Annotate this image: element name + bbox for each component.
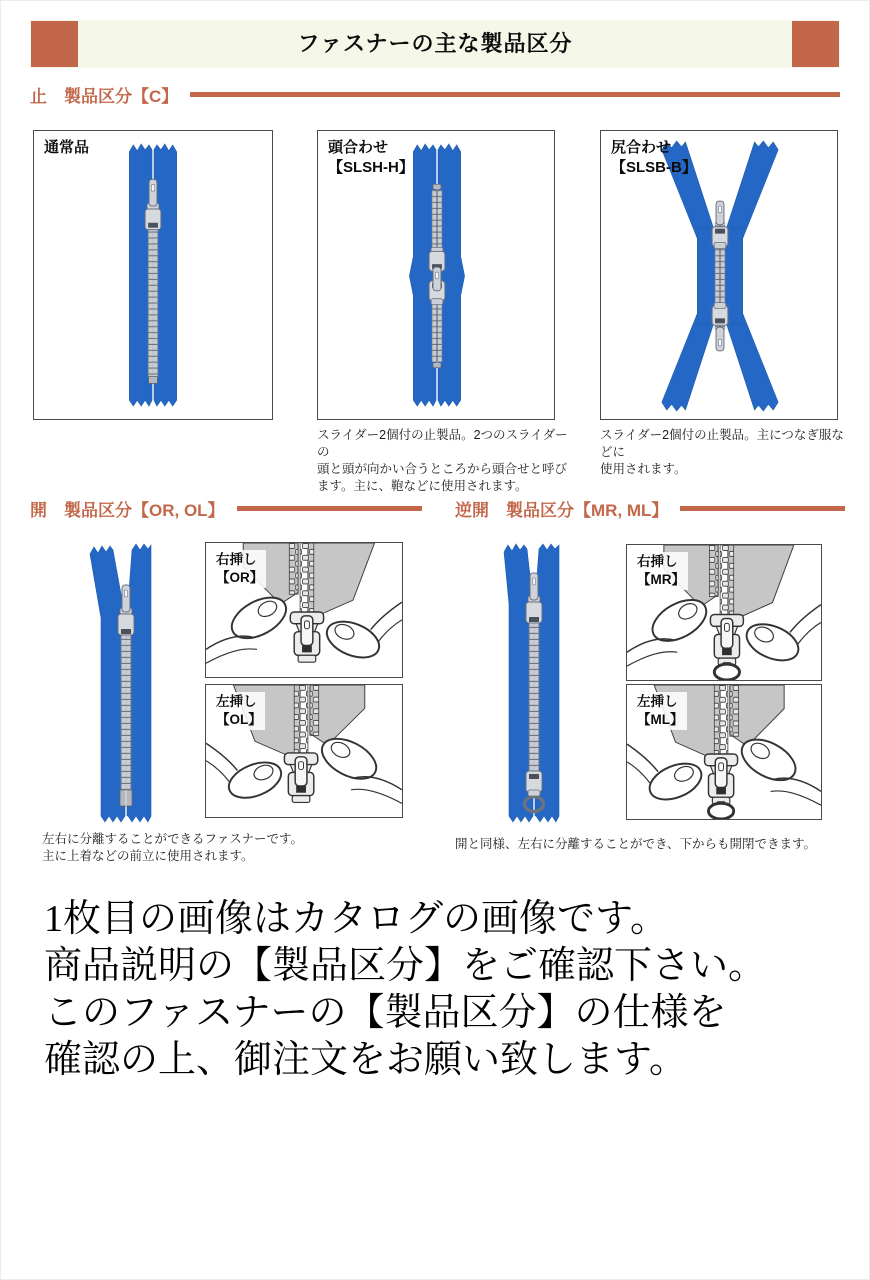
- section-rule: [680, 506, 845, 511]
- caption-line: 頭と頭が向かい合うところから頭合せと呼び: [317, 462, 568, 476]
- header-right-square: [792, 21, 839, 67]
- insert-box-ol: [205, 684, 403, 818]
- insert-label-text: 左挿し: [637, 694, 678, 709]
- product-label-normal: [44, 138, 89, 158]
- section-heading-open-label: 開 製品区分【OR, OL】: [30, 501, 225, 520]
- caption-tail-to-tail: [600, 427, 856, 478]
- product-label-text: 尻合わせ: [611, 139, 672, 156]
- product-label-text: 頭合わせ: [328, 139, 389, 156]
- insert-box-mr: [626, 544, 822, 681]
- product-box-normal: [33, 130, 273, 420]
- section-rule: [237, 506, 422, 511]
- notice-line: 商品説明の【製品区分】をご確認下さい。: [44, 945, 767, 987]
- insert-label-code: 【MR】: [637, 571, 685, 587]
- header-bar: [30, 20, 840, 68]
- product-label-head-to-head: [328, 138, 414, 177]
- section-heading-reverse-label: 逆開 製品区分【MR, ML】: [455, 501, 669, 520]
- caption-open: [42, 831, 422, 865]
- zipper-reverse-illustration: [474, 538, 592, 830]
- product-label-tail-to-tail: [611, 138, 697, 177]
- caption-line: 左右に分離することができるファスナーです。: [42, 832, 304, 846]
- zipper-head-to-head-illustration: [382, 138, 492, 414]
- caption-line: 開と同様、左右に分離することができ、下からも開閉できます。: [455, 837, 817, 851]
- product-box-head-to-head: [317, 130, 555, 420]
- caption-line: スライダー2個付の止製品。主につなぎ服などに: [600, 428, 844, 459]
- zipper-closed-illustration: [103, 138, 203, 414]
- product-box-tail-to-tail: [600, 130, 838, 420]
- insert-box-or: [205, 542, 403, 678]
- insert-label-text: 右挿し: [216, 552, 257, 567]
- insert-label-ol: [216, 692, 265, 730]
- order-notice: [44, 896, 766, 1084]
- notice-line: 確認の上、御注文をお願い致します。: [44, 1039, 687, 1081]
- insert-label-code: 【OR】: [216, 569, 264, 585]
- insert-box-ml: [626, 684, 822, 820]
- notice-line: このファスナーの【製品区分】の仕様を: [44, 992, 727, 1034]
- caption-line: ます。主に、鞄などに使用されます。: [317, 479, 528, 493]
- product-label-code: 【SLSB-B】: [611, 158, 697, 176]
- insert-label-or: [216, 550, 266, 588]
- caption-line: 主に上着などの前立に使用されます。: [42, 849, 254, 863]
- section-heading-closed: [30, 82, 840, 107]
- section-heading-closed-label: 止 製品区分【C】: [30, 87, 179, 106]
- product-label-text: 通常品: [44, 139, 90, 156]
- insert-label-mr: [637, 552, 688, 590]
- insert-label-ml: [637, 692, 687, 730]
- caption-reverse: [455, 836, 855, 853]
- caption-head-to-head: [317, 427, 573, 495]
- insert-label-code: 【OL】: [216, 711, 262, 727]
- product-label-code: 【SLSH-H】: [328, 158, 414, 176]
- page-title: ファスナーの主な製品区分: [297, 31, 573, 56]
- insert-label-code: 【ML】: [637, 711, 684, 727]
- insert-label-text: 右挿し: [637, 554, 678, 569]
- section-rule: [190, 92, 840, 97]
- zipper-tail-to-tail-illustration: [645, 138, 795, 414]
- caption-line: 使用されます。: [600, 462, 687, 476]
- zipper-open-illustration: [66, 538, 184, 830]
- insert-label-text: 左挿し: [216, 694, 257, 709]
- caption-line: スライダー2個付の止製品。2つのスライダーの: [317, 428, 568, 459]
- section-heading-open: [30, 496, 422, 521]
- section-heading-reverse: [455, 496, 845, 521]
- notice-line: 1枚目の画像はカタログの画像です。: [44, 898, 668, 940]
